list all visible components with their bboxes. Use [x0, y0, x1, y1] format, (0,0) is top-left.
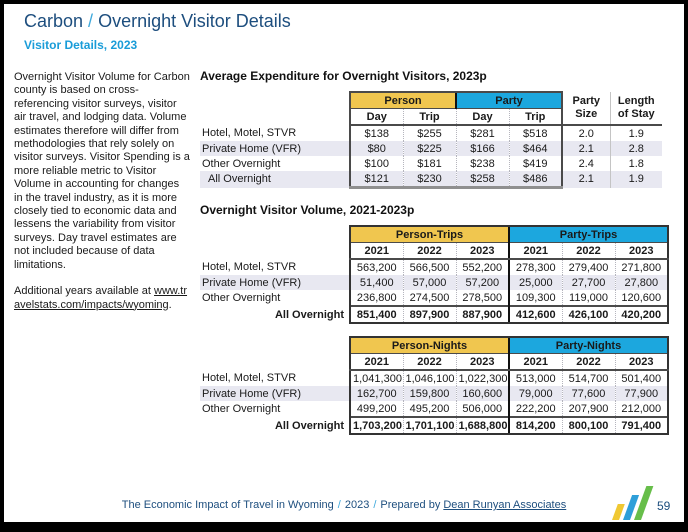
- cell: 563,200: [350, 259, 403, 275]
- col-header-trip: Trip: [403, 109, 456, 126]
- additional-years-text: Additional years available at: [14, 285, 155, 298]
- cell: 271,800: [615, 259, 668, 275]
- cell: 2.1: [562, 171, 610, 188]
- cell: 79,000: [509, 386, 562, 401]
- cell: 109,300: [509, 290, 562, 306]
- table-row: [200, 290, 668, 306]
- trips-group-header-row: [200, 226, 668, 243]
- table-row: [200, 141, 662, 156]
- volume-table-caption: Overnight Visitor Volume, 2021-2023p: [200, 203, 415, 217]
- methodology-paragraph: Overnight Visitor Volume for Carbon county is based on cross-referencing visitor surveys, visitor air travel, and lodging data. Volume estimates therefore will differ from methodologies that rely solely on visitor surveys. Visitor Spending is a more reliable metric to Visitor Volume in accounting for changes in the travel industry, as it is more closely tied to economic data and lessens the variability from visitor surveys. Day travel estimates are not included because of data limitations.: [14, 71, 190, 271]
- year-header: 2022: [562, 243, 615, 260]
- cell: 236,800: [350, 290, 403, 306]
- cell: 495,200: [403, 401, 456, 417]
- table-row: [200, 125, 662, 141]
- page-number: 59: [657, 499, 671, 513]
- page-subtitle: Visitor Details, 2023: [24, 38, 138, 52]
- cell: $464: [509, 141, 562, 156]
- cell: 51,400: [350, 275, 403, 290]
- cell: $80: [350, 141, 403, 156]
- year-header: 2023: [456, 354, 509, 371]
- person-nights-header: Person-Nights: [350, 337, 509, 354]
- cell: $181: [403, 156, 456, 171]
- cell: 278,300: [509, 259, 562, 275]
- cell: 1,701,100: [403, 417, 456, 434]
- party-trips-header: Party-Trips: [509, 226, 668, 243]
- cell: 77,600: [562, 386, 615, 401]
- length-of-stay-header: [610, 92, 662, 125]
- year-header: 2022: [403, 243, 456, 260]
- year-header: 2023: [615, 243, 668, 260]
- cell: 159,800: [403, 386, 456, 401]
- table-row: [200, 275, 668, 290]
- cell: $121: [350, 171, 403, 188]
- year-header: 2023: [456, 243, 509, 260]
- row-label: Hotel, Motel, STVR: [202, 261, 297, 273]
- cell: 162,700: [350, 386, 403, 401]
- cell: 57,000: [403, 275, 456, 290]
- year-header: 2023: [615, 354, 668, 371]
- length-line1: Length: [617, 95, 655, 107]
- length-line2: of Stay: [617, 108, 655, 120]
- col-header-day: Day: [350, 109, 403, 126]
- cell: 1.8: [610, 156, 662, 171]
- col-header-day: Day: [456, 109, 509, 126]
- cell: $238: [456, 156, 509, 171]
- person-group-header: Person: [350, 92, 456, 109]
- year-header: 2021: [350, 243, 403, 260]
- footer-year: 2023: [344, 499, 370, 511]
- note-period: .: [168, 298, 172, 311]
- table-row: [200, 259, 668, 275]
- cell: 426,100: [562, 306, 615, 323]
- cell: $258: [456, 171, 509, 188]
- cell: 57,200: [456, 275, 509, 290]
- cell: 274,500: [403, 290, 456, 306]
- cell: 501,400: [615, 370, 668, 386]
- cell: 1,041,300: [350, 370, 403, 386]
- cell: 2.0: [578, 127, 594, 140]
- report-page: [4, 4, 684, 522]
- cell: 212,000: [615, 401, 668, 417]
- footer-separator: /: [373, 499, 377, 511]
- cell: 514,700: [562, 370, 615, 386]
- cell: $255: [403, 125, 456, 141]
- travelstats-link[interactable]: www.travelstats.com/impacts/wyoming: [14, 285, 188, 311]
- party-size-line1: Party: [572, 95, 601, 107]
- table-row: [200, 156, 662, 171]
- col-header-trip: Trip: [509, 109, 562, 126]
- year-header: 2021: [350, 354, 403, 371]
- cell: 412,600: [509, 306, 562, 323]
- cell: 800,100: [562, 417, 615, 434]
- party-size-line2: Size: [575, 108, 598, 120]
- cell: 887,900: [456, 306, 509, 323]
- year-header: 2022: [403, 354, 456, 371]
- party-nights-header: Party-Nights: [509, 337, 668, 354]
- cell: 160,600: [456, 386, 509, 401]
- cell: 506,000: [456, 401, 509, 417]
- cell: 278,500: [456, 290, 509, 306]
- row-label: Private Home (VFR): [200, 275, 350, 290]
- nights-group-header-row: [200, 337, 668, 354]
- cell: $230: [403, 171, 456, 188]
- expenditure-group-header-row: [200, 92, 662, 109]
- cell: 27,700: [562, 275, 615, 290]
- cell: 2.8: [610, 141, 662, 156]
- cell: 1,688,800: [456, 417, 509, 434]
- party-size-header: [562, 92, 610, 125]
- cell: 499,200: [350, 401, 403, 417]
- row-label: Private Home (VFR): [200, 386, 350, 401]
- row-label: Other Overnight: [202, 157, 281, 170]
- expenditure-table: [200, 91, 662, 189]
- row-label: All Overnight: [274, 419, 344, 432]
- table-row-total: [200, 171, 662, 188]
- spacer-cell: [200, 226, 350, 243]
- trips-table: [200, 225, 669, 324]
- cell: 120,600: [615, 290, 668, 306]
- page-title: [24, 11, 291, 32]
- party-group-header: Party: [456, 92, 562, 109]
- cell: 566,500: [403, 259, 456, 275]
- row-label: All Overnight: [200, 171, 350, 188]
- table-row: [200, 386, 668, 401]
- spacer-cell: [200, 337, 350, 354]
- expenditure-table-caption: Average Expenditure for Overnight Visitors, 2023p: [200, 69, 487, 83]
- additional-years-note: [14, 285, 190, 312]
- cell: 25,000: [509, 275, 562, 290]
- cell: 27,800: [615, 275, 668, 290]
- row-label: All Overnight: [274, 308, 344, 321]
- cell: $166: [456, 141, 509, 156]
- cell: 2.1: [562, 141, 610, 156]
- dean-runyan-link[interactable]: Dean Runyan Associates: [443, 499, 567, 511]
- nights-table: [200, 336, 669, 435]
- cell: 897,900: [403, 306, 456, 323]
- trips-year-header-row: [200, 243, 668, 260]
- footer-prepared-by: Prepared by: [380, 499, 441, 511]
- footer-credit: [4, 499, 684, 511]
- cell: 814,200: [509, 417, 562, 434]
- title-separator: /: [88, 11, 94, 31]
- title-county: Carbon: [24, 11, 84, 31]
- spacer-cell: [200, 243, 350, 260]
- cell: 2.4: [578, 157, 594, 170]
- table-row-total: [200, 417, 668, 434]
- row-label: Other Overnight: [202, 403, 281, 415]
- spacer-cell: [200, 92, 350, 109]
- year-header: 2021: [509, 354, 562, 371]
- cell: 222,200: [509, 401, 562, 417]
- title-topic: Overnight Visitor Details: [98, 11, 291, 31]
- cell: 1,022,300: [456, 370, 509, 386]
- row-label: Other Overnight: [202, 292, 281, 304]
- cell: 1.9: [610, 125, 662, 141]
- footer-separator: /: [337, 499, 341, 511]
- spacer-cell: [200, 354, 350, 371]
- person-trips-header: Person-Trips: [350, 226, 509, 243]
- nights-year-header-row: [200, 354, 668, 371]
- cell: $100: [350, 156, 403, 171]
- table-row: [200, 401, 668, 417]
- sidebar-note: [14, 71, 190, 312]
- table-row: [200, 370, 668, 386]
- cell: 1.9: [610, 171, 662, 188]
- cell: $486: [509, 171, 562, 188]
- cell: 1,703,200: [350, 417, 403, 434]
- table-row-total: [200, 306, 668, 323]
- cell: 513,000: [509, 370, 562, 386]
- footer-text: The Economic Impact of Travel in Wyoming: [121, 499, 334, 511]
- cell: 207,900: [562, 401, 615, 417]
- dean-runyan-logo-icon: [610, 486, 650, 520]
- row-label: Hotel, Motel, STVR: [202, 127, 297, 139]
- cell: $419: [509, 156, 562, 171]
- row-label: Private Home (VFR): [200, 141, 350, 156]
- cell: $518: [509, 125, 562, 141]
- year-header: 2022: [562, 354, 615, 371]
- cell: 791,400: [615, 417, 668, 434]
- cell: 119,000: [562, 290, 615, 306]
- cell: 851,400: [350, 306, 403, 323]
- cell: 420,200: [615, 306, 668, 323]
- spacer-cell: [200, 109, 350, 126]
- cell: 552,200: [456, 259, 509, 275]
- row-label: Hotel, Motel, STVR: [202, 372, 297, 384]
- year-header: 2021: [509, 243, 562, 260]
- cell: $138: [350, 125, 403, 141]
- cell: $225: [403, 141, 456, 156]
- cell: $281: [456, 125, 509, 141]
- cell: 279,400: [562, 259, 615, 275]
- cell: 1,046,100: [403, 370, 456, 386]
- cell: 77,900: [615, 386, 668, 401]
